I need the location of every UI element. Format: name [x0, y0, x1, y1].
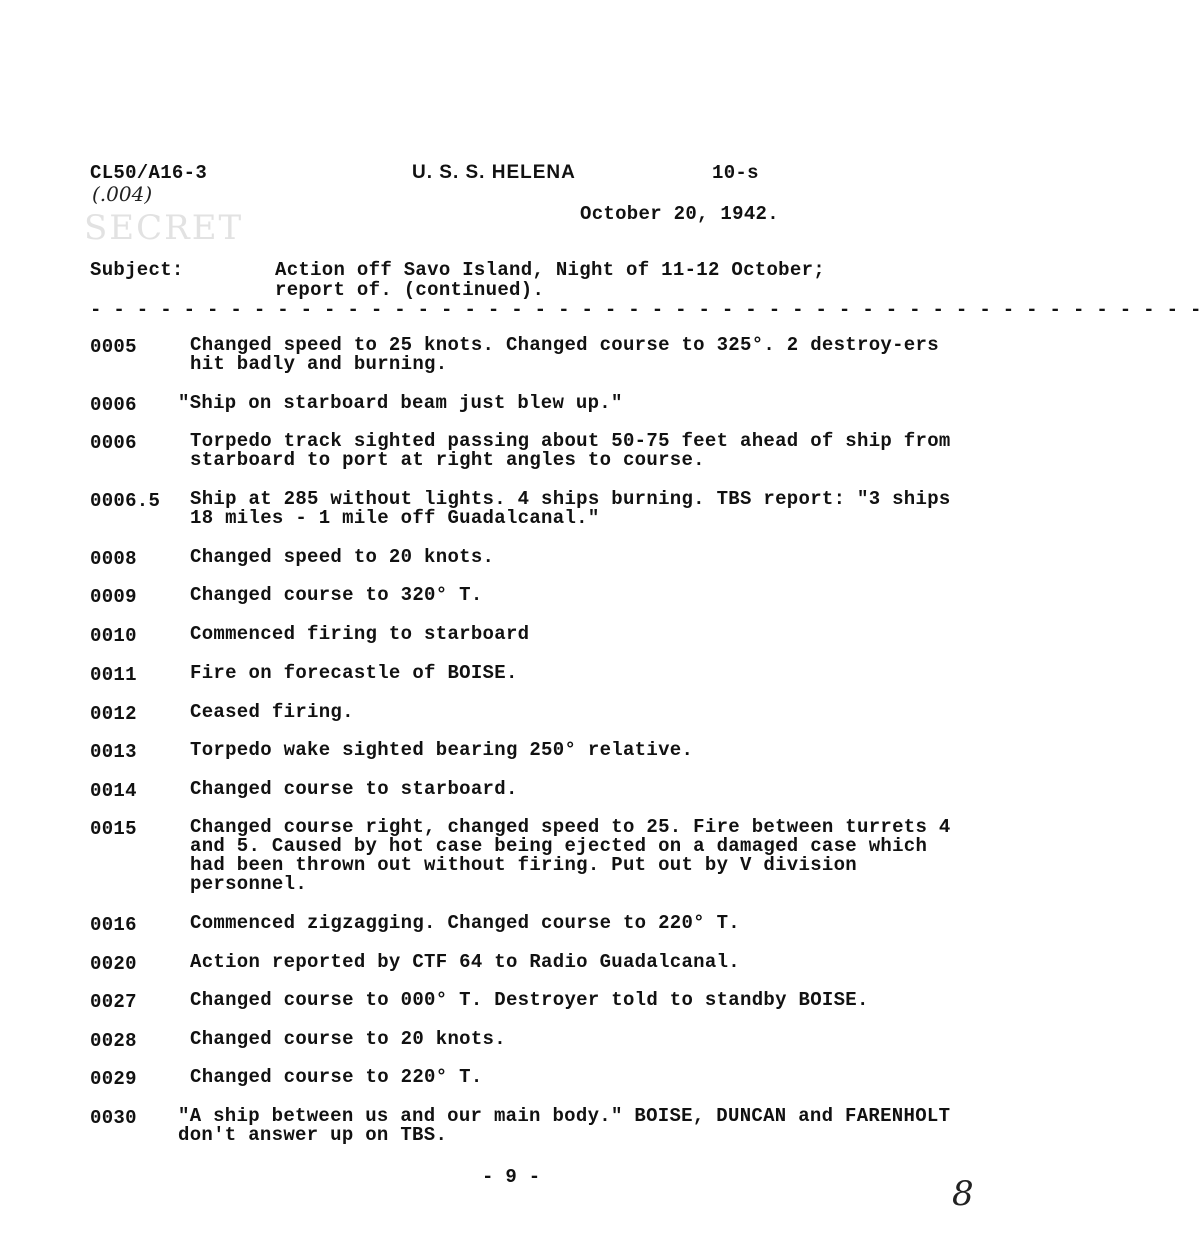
entry-text: Ship at 285 without lights. 4 ships burning. TBS report: "3 ships 18 miles - 1 mile off Guadalcanal."	[190, 488, 951, 529]
entry-time: 0030	[90, 1107, 137, 1129]
entry-text: Changed course to 220° T.	[190, 1066, 483, 1088]
entry-time: 0015	[90, 818, 137, 840]
entry-text: Action reported by CTF 64 to Radio Guadalcanal.	[190, 951, 740, 973]
entry-text: Changed speed to 25 knots. Changed course to 325°. 2 destroy-ers hit badly and burning.	[190, 334, 939, 375]
entry-time: 0006	[90, 432, 137, 454]
entry-time: 0010	[90, 625, 137, 647]
entry-time: 0011	[90, 664, 137, 686]
file-code-note: (.004)	[92, 182, 153, 206]
entry-time: 0008	[90, 548, 137, 570]
subject-line-2: report of. (continued).	[275, 279, 545, 301]
entry-time: 0029	[90, 1068, 137, 1090]
entry-time: 0005	[90, 336, 137, 358]
entry-text: Changed course to 000° T. Destroyer told to standby BOISE.	[190, 989, 869, 1011]
handwritten-page-number: 8	[952, 1174, 974, 1214]
copy-reference: 10-s	[712, 162, 759, 184]
entry-text: "Ship on starboard beam just blew up."	[178, 392, 623, 414]
entry-time: 0012	[90, 703, 137, 725]
entry-time: 0006.5	[90, 490, 161, 512]
subject-label: Subject:	[90, 259, 184, 281]
entry-text: Changed course to 320° T.	[190, 584, 483, 606]
classification-stamp: SECRET	[84, 208, 244, 248]
file-code: CL50/A16-3	[90, 162, 208, 184]
entry-text: Changed course to starboard.	[190, 778, 518, 800]
entry-time: 0016	[90, 914, 137, 936]
entry-time: 0013	[90, 741, 137, 763]
entry-time: 0020	[90, 953, 137, 975]
subject-line-1: Action off Savo Island, Night of 11-12 October;	[275, 259, 825, 281]
separator-line: - - - - - - - - - - - - - - - - - - - - - - - - - - - - - - - - - - - - - - - - - - - - - - - -	[90, 299, 1202, 321]
entry-time: 0006	[90, 394, 137, 416]
entry-text: "A ship between us and our main body." BOISE, DUNCAN and FARENHOLT don't answer up on TBS.	[178, 1105, 951, 1146]
document-date: October 20, 1942.	[580, 203, 779, 225]
entry-text: Commenced zigzagging. Changed course to 220° T.	[190, 912, 740, 934]
entry-text: Fire on forecastle of BOISE.	[190, 662, 518, 684]
entry-time: 0009	[90, 586, 137, 608]
entry-text: Changed speed to 20 knots.	[190, 546, 495, 568]
entry-text: Torpedo wake sighted bearing 250° relative.	[190, 739, 694, 761]
entry-text: Torpedo track sighted passing about 50-75 feet ahead of ship from starboard to port at right angles to course.	[190, 430, 951, 471]
entry-text: Commenced firing to starboard	[190, 623, 530, 645]
entry-time: 0027	[90, 991, 137, 1013]
entry-time: 0028	[90, 1030, 137, 1052]
page-number: - 9 -	[482, 1166, 541, 1188]
entry-text: Changed course right, changed speed to 25. Fire between turrets 4 and 5. Caused by hot case being ejected on a damaged case which had been thrown out without firing. Put out by V division personnel.	[190, 816, 951, 895]
entry-time: 0014	[90, 780, 137, 802]
ship-name: U. S. S. HELENA	[412, 162, 576, 183]
entry-text: Changed course to 20 knots.	[190, 1028, 506, 1050]
entry-text: Ceased firing.	[190, 701, 354, 723]
